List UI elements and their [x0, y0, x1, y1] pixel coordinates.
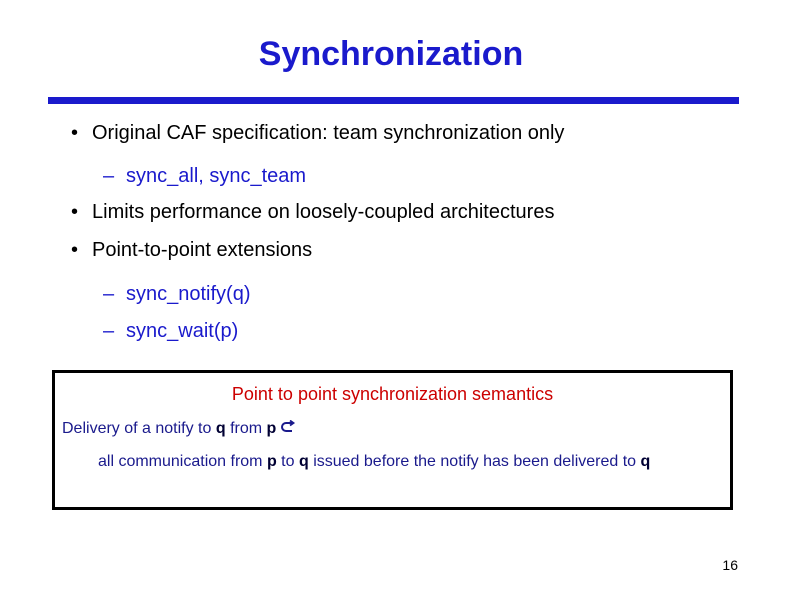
sub-item	[103, 281, 251, 307]
consequence-text: issued before the notify has been delivered to	[308, 453, 641, 470]
dash-icon: –	[103, 165, 115, 187]
title-underline	[48, 97, 739, 104]
bullet-dot-icon: •	[71, 239, 79, 261]
bullet-dot-icon: •	[71, 122, 79, 144]
sub-item	[103, 163, 306, 189]
process-p: p	[266, 453, 277, 470]
dash-icon: –	[103, 283, 115, 305]
bullet-item	[71, 120, 564, 146]
bullet-item	[71, 199, 554, 225]
consequence-text: to	[276, 453, 299, 470]
process-q: q	[298, 453, 309, 470]
process-q: q	[215, 420, 226, 437]
semantics-rule-consequence	[98, 452, 650, 472]
curved-arrow-icon	[280, 420, 296, 434]
sub-item	[103, 318, 238, 344]
semantics-rule-condition	[62, 419, 296, 439]
semantics-box	[52, 370, 733, 510]
process-q: q	[640, 453, 651, 470]
bullet-text: Limits performance on loosely-coupled architectures	[92, 201, 555, 223]
sub-item-text: sync_all, sync_team	[126, 165, 307, 187]
slide-title: Synchronization	[258, 35, 524, 73]
process-p: p	[266, 420, 277, 437]
bullet-item	[71, 237, 312, 263]
bullet-dot-icon: •	[71, 201, 79, 223]
sub-item-text: sync_notify(q)	[126, 283, 251, 305]
condition-text: Delivery of a notify to	[62, 420, 216, 437]
dash-icon: –	[103, 320, 115, 342]
page-number: 16	[722, 557, 738, 573]
semantics-heading: Point to point synchronization semantics	[231, 384, 554, 404]
sub-item-text: sync_wait(p)	[126, 320, 239, 342]
bullet-text: Point-to-point extensions	[92, 239, 313, 261]
consequence-text: all communication from	[98, 453, 267, 470]
bullet-text: Original CAF specification: team synchronization only	[92, 122, 565, 144]
condition-text: from	[225, 420, 267, 437]
